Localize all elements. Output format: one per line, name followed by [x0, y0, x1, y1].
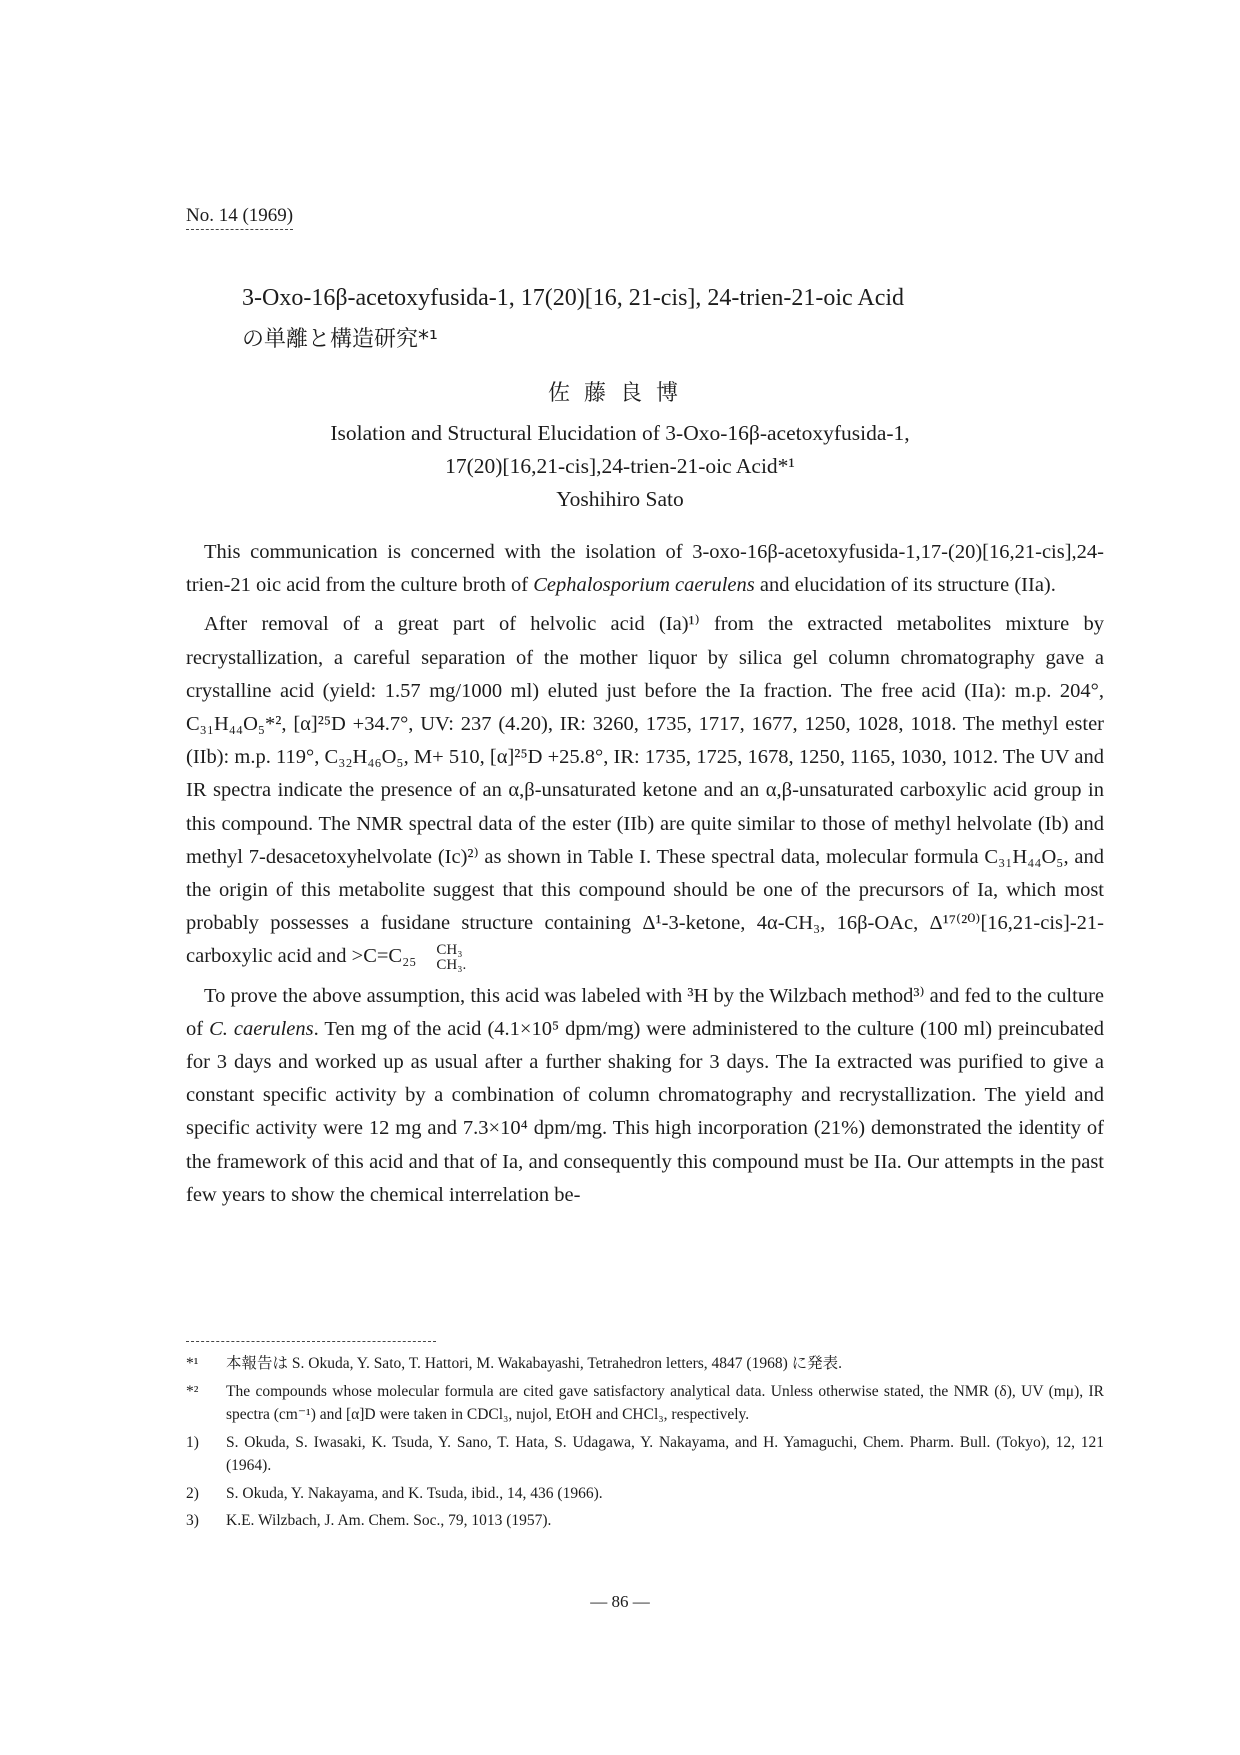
footnote: 2) S. Okuda, Y. Nakayama, and K. Tsuda, ibid., 14, 436 (1966).	[186, 1484, 603, 1502]
footnote-rule	[186, 1341, 436, 1342]
page-number: — 86 —	[590, 1592, 650, 1611]
body-text	[186, 536, 1104, 1218]
footnote: 3) K.E. Wilzbach, J. Am. Chem. Soc., 79, 1013 (1957).	[186, 1512, 552, 1529]
footnote: *¹ 本報告は S. Okuda, Y. Sato, T. Hattori, M. Wakabayashi, Tetrahedron letters, 4847 (1968) に発表.	[186, 1355, 843, 1372]
species-name: Cephalosporium caerulens	[533, 574, 755, 597]
english-title-line1: Isolation and Structural Elucidation of 3-Oxo-16β-acetoxyfusida-1,	[330, 421, 910, 445]
issue-label: No. 14 (1969)	[186, 205, 293, 230]
author-japanese: 佐藤良博	[547, 381, 692, 406]
species-name-short: C. caerulens	[209, 1017, 314, 1040]
paragraph-2: After removal of a great part of helvolic acid (Ia)¹⁾ from the extracted metabolites mixture by recrystallization, a careful separation of the mother liquor by silica gel column chromatography gave a crystalline acid (yield: 1.57 mg/1000 ml) eluted just before the Ia fraction. The free acid (IIa): m.p. 204°, C₃₁H₄₄O₅*², [α]²⁵D +34.7°, UV: 237 (4.20), IR: 3260, 1735, 1717, 1677, 1250, 1028, 1018. The methyl ester (IIb): m.p. 119°, C₃₂H₄₆O₅, M+ 510, [α]²⁵D +25.8°, IR: 1735, 1725, 1678, 1250, 1165, 1030, 1012. The UV and IR spectra indicate the presence of an α,β-unsaturated ketone and an α,β-unsaturated carboxylic acid group in this compound. The NMR spectral data of the ester (IIb) are quite similar to those of methyl helvolate (Ib) and methyl 7-desacetoxyhelvolate (Ic)²⁾ as shown in Table I. These spectral data, molecular formula C₃₁H₄₄O₅, and the origin of this metabolite suggest that this compound should be one of the precursors of Ia, which most probably possesses a fusidane structure containing Δ¹-3-ketone, 4α-CH₃, 16β-OAc, Δ¹⁷⁽²⁰⁾[16,21-cis]-21-carboxylic acid and >C=C₂₅ CH₃ CH₃.	[186, 613, 1104, 973]
footnote: 1) S. Okuda, S. Iwasaki, K. Tsuda, Y. Sano, T. Hata, S. Udagawa, Y. Nakayama, and H. Yamaguchi, Chem. Pharm. Bull. (Tokyo), 12, 121 (1964).	[186, 1433, 1104, 1474]
footnotes	[186, 1352, 1104, 1537]
dimethyl-group: CH₃ CH₃.	[436, 941, 467, 973]
english-title-line2: 17(20)[16,21-cis],24-trien-21-oic Acid*¹	[445, 454, 795, 478]
footnote: *² The compounds whose molecular formula are cited gave satisfactory analytical data. Unless otherwise stated, the NMR (δ), UV (mμ), IR spectra (cm⁻¹) and [α]D were taken in CDCl₃, nujol, EtOH and CHCl₃, respectively.	[186, 1382, 1104, 1423]
japanese-title-line2: の単離と構造研究*¹	[242, 327, 438, 352]
author-english: Yoshihiro Sato	[556, 487, 684, 511]
paragraph-1: This communication is concerned with the isolation of 3-oxo-16β-acetoxyfusida-1,17-(20)[16,21-cis],24-trien-21 oic acid from the culture broth of Cephalosporium caerulens and elucidation of its structure (IIa).	[186, 541, 1104, 597]
japanese-title-line1: 3-Oxo-16β-acetoxyfusida-1, 17(20)[16, 21-cis], 24-trien-21-oic Acid	[242, 285, 905, 311]
paragraph-3: To prove the above assumption, this acid was labeled with ³H by the Wilzbach method³⁾ and fed to the culture of C. caerulens. Ten mg of the acid (4.1×10⁵ dpm/mg) were administered to the culture (100 ml) preincubated for 3 days and worked up as usual after a further shaking for 3 days. The Ia extracted was purified to give a constant specific activity by a combination of column chromatography and recrystallization. The yield and specific activity were 12 mg and 7.3×10⁴ dpm/mg. This high incorporation (21%) demonstrated the identity of the framework of this acid and that of Ia, and consequently this compound must be IIa. Our attempts in the past few years to show the chemical interrelation be-	[186, 984, 1105, 1206]
